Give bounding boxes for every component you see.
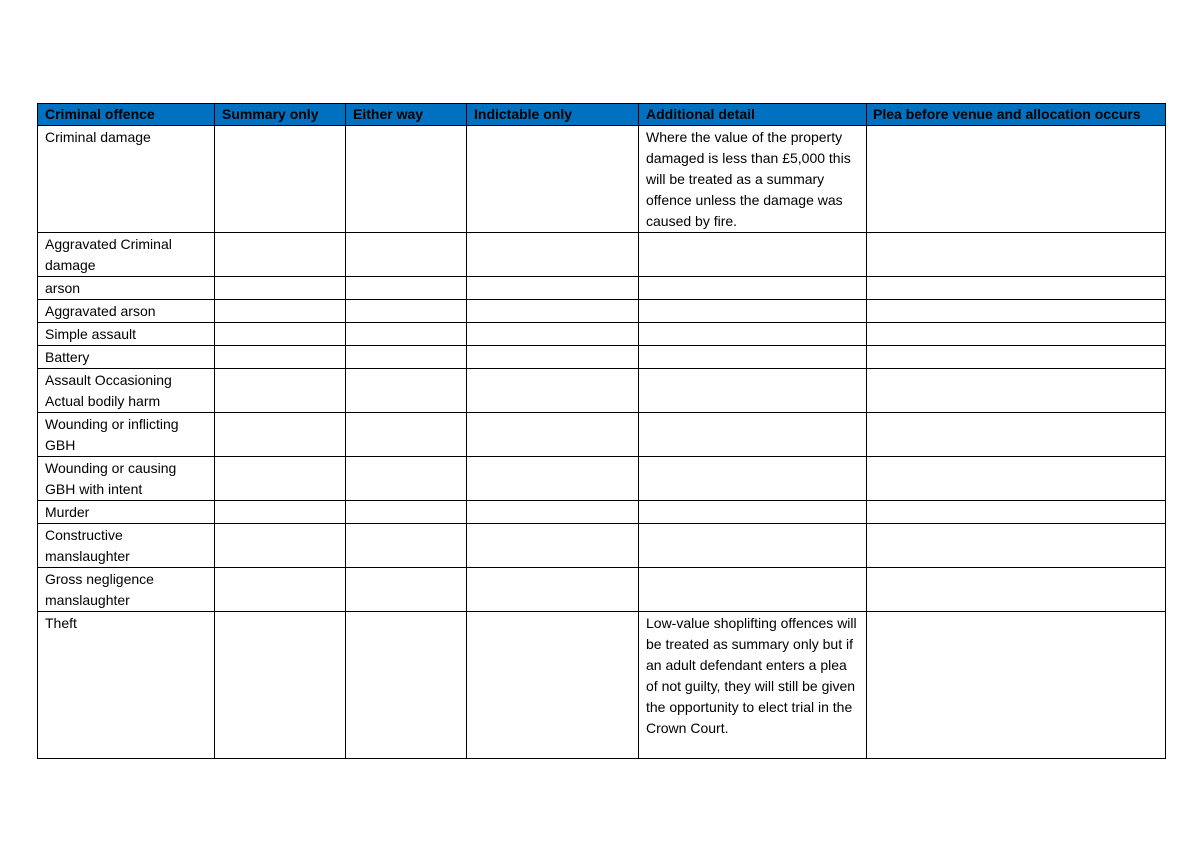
offence-cell: Wounding or inflicting GBH: [38, 413, 215, 457]
indictable-only-cell[interactable]: [467, 233, 639, 277]
offence-cell: Criminal damage: [38, 126, 215, 233]
table-row: [38, 300, 1166, 323]
summary-only-cell[interactable]: [215, 233, 346, 277]
table-header-row: [38, 104, 1166, 126]
either-way-cell[interactable]: [346, 233, 467, 277]
additional-detail-cell[interactable]: [639, 233, 867, 277]
additional-detail-cell[interactable]: [639, 524, 867, 568]
summary-only-cell[interactable]: [215, 300, 346, 323]
indictable-only-cell[interactable]: [467, 346, 639, 369]
header-criminal-offence: Criminal offence: [38, 104, 215, 126]
offence-classification-table: [37, 103, 1166, 759]
additional-detail-cell[interactable]: [639, 568, 867, 612]
summary-only-cell[interactable]: [215, 323, 346, 346]
additional-detail-cell[interactable]: [639, 300, 867, 323]
indictable-only-cell[interactable]: [467, 524, 639, 568]
offence-cell: Murder: [38, 501, 215, 524]
plea-before-venue-cell[interactable]: [867, 369, 1166, 413]
summary-only-cell[interactable]: [215, 457, 346, 501]
indictable-only-cell[interactable]: [467, 457, 639, 501]
table-row: [38, 612, 1166, 759]
offence-cell: Assault Occasioning Actual bodily harm: [38, 369, 215, 413]
summary-only-cell[interactable]: [215, 369, 346, 413]
plea-before-venue-cell[interactable]: [867, 346, 1166, 369]
indictable-only-cell[interactable]: [467, 126, 639, 233]
offence-cell: Aggravated Criminal damage: [38, 233, 215, 277]
indictable-only-cell[interactable]: [467, 568, 639, 612]
additional-detail-cell[interactable]: [639, 323, 867, 346]
table-row: [38, 369, 1166, 413]
table-row: [38, 524, 1166, 568]
table-row: [38, 233, 1166, 277]
additional-detail-cell: Low-value shoplifting offences will be treated as summary only but if an adult defendant enters a plea of not guilty, they will still be given the opportunity to elect trial in the Crown Court.: [639, 612, 867, 759]
either-way-cell[interactable]: [346, 413, 467, 457]
additional-detail-cell: Where the value of the property damaged is less than £5,000 this will be treated as a summary offence unless the damage was caused by fire.: [639, 126, 867, 233]
plea-before-venue-cell[interactable]: [867, 126, 1166, 233]
plea-before-venue-cell[interactable]: [867, 501, 1166, 524]
either-way-cell[interactable]: [346, 568, 467, 612]
additional-detail-cell[interactable]: [639, 346, 867, 369]
additional-detail-cell[interactable]: [639, 457, 867, 501]
indictable-only-cell[interactable]: [467, 300, 639, 323]
summary-only-cell[interactable]: [215, 126, 346, 233]
plea-before-venue-cell[interactable]: [867, 233, 1166, 277]
offence-cell: Theft: [38, 612, 215, 759]
either-way-cell[interactable]: [346, 277, 467, 300]
either-way-cell[interactable]: [346, 126, 467, 233]
offence-cell: Battery: [38, 346, 215, 369]
table-row: [38, 457, 1166, 501]
table-row: [38, 323, 1166, 346]
indictable-only-cell[interactable]: [467, 413, 639, 457]
table-row: [38, 346, 1166, 369]
table-row: [38, 413, 1166, 457]
table-row: [38, 568, 1166, 612]
either-way-cell[interactable]: [346, 457, 467, 501]
either-way-cell[interactable]: [346, 369, 467, 413]
either-way-cell[interactable]: [346, 524, 467, 568]
either-way-cell[interactable]: [346, 346, 467, 369]
additional-detail-cell[interactable]: [639, 277, 867, 300]
table-row: [38, 126, 1166, 233]
either-way-cell[interactable]: [346, 323, 467, 346]
either-way-cell[interactable]: [346, 501, 467, 524]
table-row: [38, 277, 1166, 300]
indictable-only-cell[interactable]: [467, 277, 639, 300]
header-additional-detail: Additional detail: [639, 104, 867, 126]
summary-only-cell[interactable]: [215, 524, 346, 568]
additional-detail-cell[interactable]: [639, 413, 867, 457]
either-way-cell[interactable]: [346, 612, 467, 759]
table-row: [38, 501, 1166, 524]
offence-cell: Constructive manslaughter: [38, 524, 215, 568]
offence-cell: arson: [38, 277, 215, 300]
header-either-way: Either way: [346, 104, 467, 126]
summary-only-cell[interactable]: [215, 413, 346, 457]
summary-only-cell[interactable]: [215, 501, 346, 524]
header-summary-only: Summary only: [215, 104, 346, 126]
plea-before-venue-cell[interactable]: [867, 524, 1166, 568]
offence-cell: Wounding or causing GBH with intent: [38, 457, 215, 501]
offence-cell: Gross negligence manslaughter: [38, 568, 215, 612]
header-indictable-only: Indictable only: [467, 104, 639, 126]
plea-before-venue-cell[interactable]: [867, 300, 1166, 323]
offence-cell: Simple assault: [38, 323, 215, 346]
summary-only-cell[interactable]: [215, 568, 346, 612]
summary-only-cell[interactable]: [215, 612, 346, 759]
plea-before-venue-cell[interactable]: [867, 612, 1166, 759]
indictable-only-cell[interactable]: [467, 323, 639, 346]
additional-detail-cell[interactable]: [639, 369, 867, 413]
indictable-only-cell[interactable]: [467, 501, 639, 524]
indictable-only-cell[interactable]: [467, 612, 639, 759]
additional-detail-cell[interactable]: [639, 501, 867, 524]
plea-before-venue-cell[interactable]: [867, 413, 1166, 457]
indictable-only-cell[interactable]: [467, 369, 639, 413]
either-way-cell[interactable]: [346, 300, 467, 323]
plea-before-venue-cell[interactable]: [867, 323, 1166, 346]
plea-before-venue-cell[interactable]: [867, 457, 1166, 501]
plea-before-venue-cell[interactable]: [867, 568, 1166, 612]
header-plea-before-venue: Plea before venue and allocation occurs: [867, 104, 1166, 126]
summary-only-cell[interactable]: [215, 277, 346, 300]
plea-before-venue-cell[interactable]: [867, 277, 1166, 300]
summary-only-cell[interactable]: [215, 346, 346, 369]
offence-cell: Aggravated arson: [38, 300, 215, 323]
